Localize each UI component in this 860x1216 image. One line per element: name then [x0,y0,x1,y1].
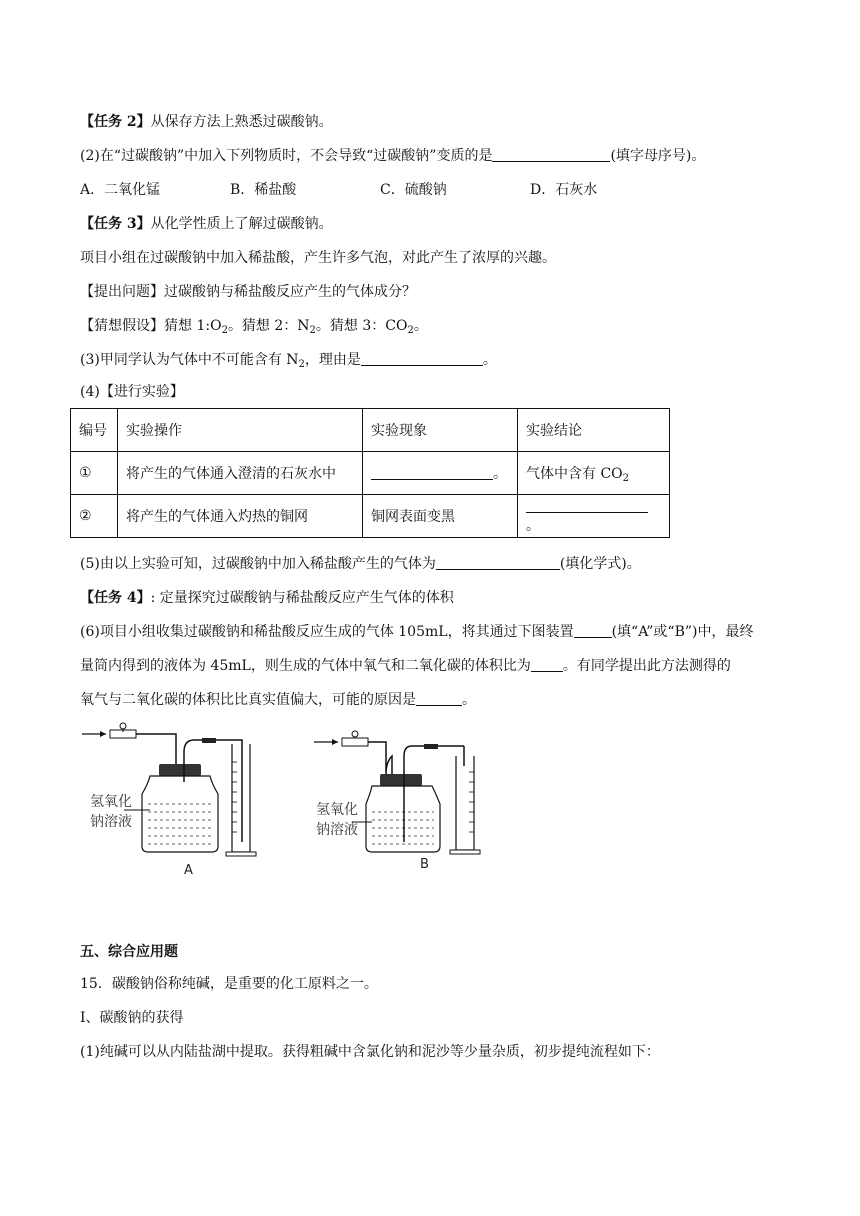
subscript: 2 [309,325,316,336]
table-row [71,452,670,495]
hypothesis-line [80,316,428,336]
section5-heading: 五、综合应用题 [80,944,178,960]
row-phenomenon: 铜网表面变黑 [363,495,518,538]
tube-clamp [202,738,216,743]
rubber-stopper [380,774,422,786]
question-6-line1 [80,622,753,642]
question-6-line2 [80,656,731,676]
question-heading: 【提出问题】 [80,284,164,300]
solution-label-line2: 钠溶液 [316,822,358,838]
q6-text: 量筒内得到的液体为 45mL，则生成的气体中氧气和二氧化碳的体积比为 [80,658,531,674]
row-phenomenon [363,452,518,495]
task2-text: 从保存方法上熟悉过碳酸钠。 [150,114,333,130]
task2-line [80,112,333,132]
apparatus-a [82,723,256,878]
question-2 [80,146,705,166]
task3-heading: 【任务 3】 [80,216,151,232]
question-6-line3 [80,690,476,710]
experiment-table [70,408,670,538]
header-cell: 实验结论 [518,409,670,452]
q6-text: 氧气与二氧化碳的体积比比真实值偏大，可能的原因是 [80,692,416,708]
question-line [80,282,416,302]
intro-text: 项目小组在过碳酸钠中加入稀盐酸，产生许多气泡，对此产生了浓厚的兴趣。 [80,250,556,266]
q2-options [80,180,597,200]
answer-blank[interactable] [531,657,563,672]
row-number: ② [71,495,118,538]
q3-suffix: 。 [482,352,497,368]
option-a: A．二氧化锰 [80,182,161,198]
row-conclusion [518,495,670,538]
table-header-row [71,409,670,452]
hypothesis-text: 猜想 1:O [164,318,222,334]
hypothesis-text: 。猜想 2：N [227,318,310,334]
header-cell: 实验现象 [363,409,518,452]
hypothesis-heading: 【猜想假设】 [80,318,164,334]
solution-label-line1: 氢氧化 [316,802,358,818]
answer-blank[interactable] [416,691,462,706]
part1-heading: I、碳酸钠的获得 [80,1010,184,1026]
header-cell: 实验操作 [118,409,363,452]
option-d: D．石灰水 [530,182,598,198]
graduated-cylinder [232,744,250,852]
header-cell: 编号 [71,409,118,452]
valve-icon [352,731,358,737]
answer-blank[interactable] [492,147,610,162]
apparatus-b [314,731,480,872]
task4-text: : 定量探究过碳酸钠与稀盐酸反应产生气体的体积 [150,590,454,606]
solution-label-line2: 钠溶液 [90,814,132,830]
question-3 [80,350,497,370]
row-number: ① [71,452,118,495]
option-c: C．硫酸钠 [380,182,447,198]
apparatus-figure [80,722,500,882]
row-operation: 将产生的气体通入澄清的石灰水中 [118,452,363,495]
q5-text: (5)由以上实验可知，过碳酸钠中加入稀盐酸产生的气体为 [80,556,436,572]
answer-blank[interactable] [436,555,560,570]
figure-letter-a: A [184,863,193,878]
hypothesis-text: 。 [413,318,428,334]
question-15-1: (1)纯碱可以从内陆盐湖中提取。获得粗碱中含氯化钠和泥沙等少量杂质，初步提纯流程如下： [80,1044,660,1060]
hypothesis-text: 。猜想 3：CO [315,318,408,334]
tube-clamp [424,744,438,749]
cell-suffix: 。 [526,517,540,534]
subscript: 2 [298,359,305,370]
task3-text: 从化学性质上了解过碳酸钠。 [150,216,333,232]
task4-heading: 【任务 4】 [80,590,151,606]
cell-suffix: 。 [493,466,507,482]
task2-heading: 【任务 2】 [80,114,151,130]
gas-washing-bottle [366,786,440,852]
q6-text: 。 [462,692,476,708]
option-b: B．稀盐酸 [230,182,297,198]
task4-line [80,588,454,608]
graduated-cylinder [456,756,474,850]
table-row [71,495,670,538]
conclusion-text: 气体中含有 CO [526,466,623,482]
subscript: 2 [407,325,414,336]
valve-icon [120,723,126,729]
q6-text: 。有同学提出此方法测得的 [562,658,731,674]
q2-suffix: (填字母序号)。 [610,148,706,164]
q4-label: (4)【进行实验】 [80,384,184,400]
rubber-stopper [159,764,201,776]
question-text: 过碳酸钠与稀盐酸反应产生的气体成分？ [164,284,416,300]
answer-blank[interactable] [361,351,483,366]
subscript: 2 [622,473,630,484]
subscript: 2 [221,325,228,336]
q3-text: (3)甲同学认为气体中不可能含有 N [80,352,299,368]
q3-text: ，理由是 [304,352,361,368]
q6-text: (填“A”或“B”)中，最终 [611,624,754,640]
answer-blank[interactable] [371,465,493,480]
answer-blank[interactable] [574,623,612,638]
inlet-tube [342,738,368,746]
q6-text: (6)项目小组收集过碳酸钠和稀盐酸反应生成的气体 105mL，将其通过下图装置 [80,624,574,640]
arrow-icon [332,739,338,745]
row-conclusion [518,452,670,495]
task3-line [80,214,333,234]
cylinder-base [226,852,256,856]
gas-washing-bottle [142,776,218,852]
answer-blank[interactable] [526,498,648,513]
question-15: 15．碳酸钠俗称纯碱，是重要的化工原料之一。 [80,976,378,992]
arrow-icon [100,731,106,737]
solution-label-line1: 氢氧化 [90,794,132,810]
q5-suffix: (填化学式)。 [559,556,641,572]
q2-text: (2)在“过碳酸钠”中加入下列物质时，不会导致“过碳酸钠”变质的是 [80,148,493,164]
figure-letter-b: B [420,857,429,872]
question-5 [80,554,641,574]
cylinder-base [450,850,480,854]
row-operation: 将产生的气体通入灼热的铜网 [118,495,363,538]
